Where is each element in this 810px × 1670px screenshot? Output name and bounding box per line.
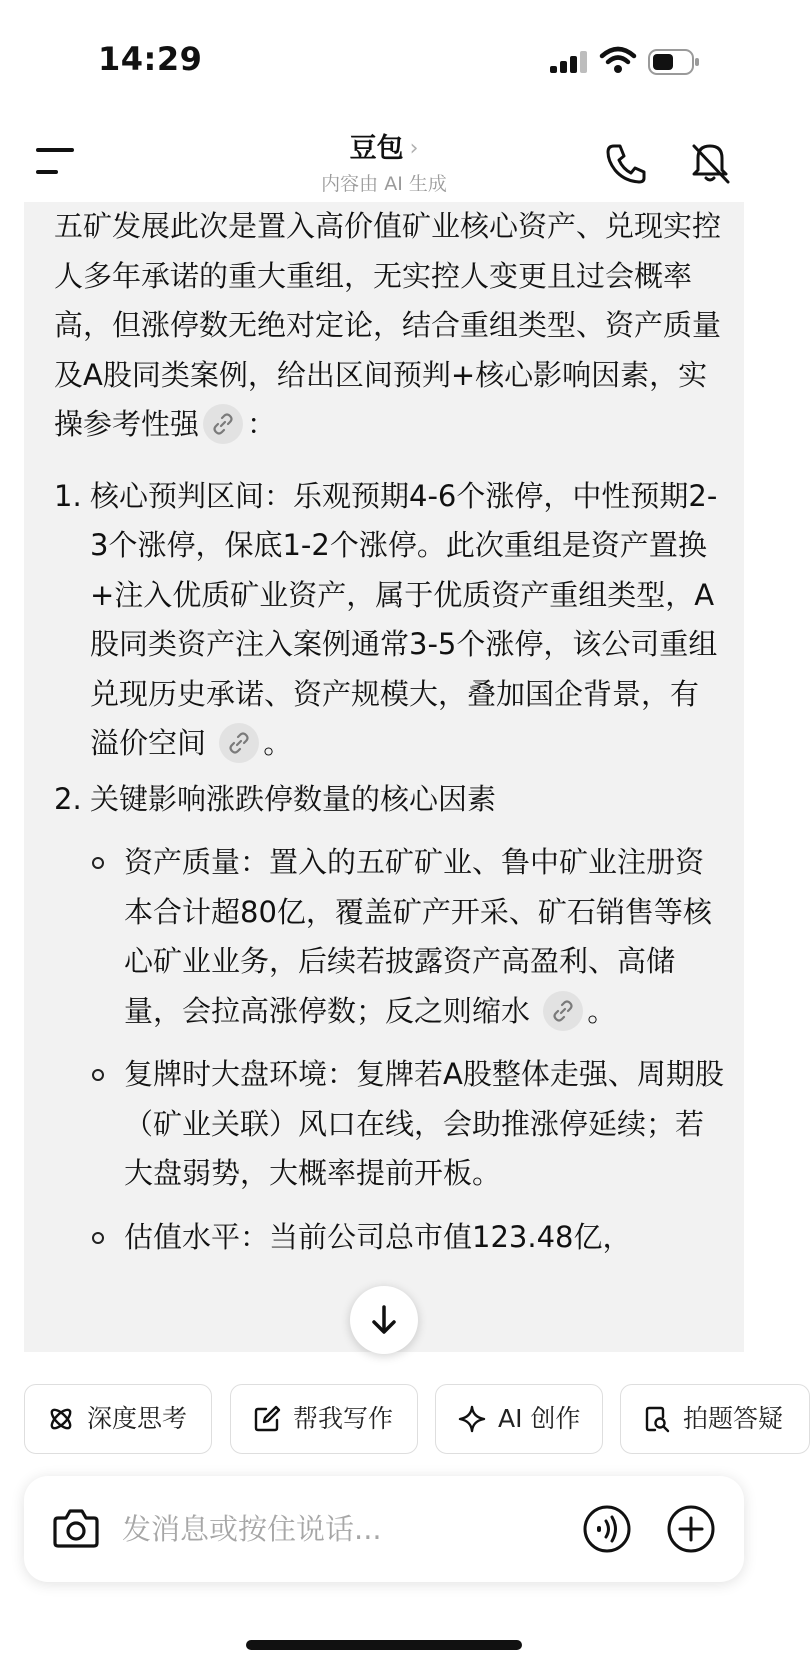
- action-label: AI 创作: [498, 1404, 581, 1433]
- chat-content[interactable]: [24, 202, 744, 1352]
- cellular-signal-icon: [550, 50, 588, 76]
- search-doc-icon: [643, 1405, 671, 1433]
- message-composer: [24, 1476, 744, 1582]
- intro-text: 五矿发展此次是置入高价值矿业核心资产、兑现实控人多年承诺的重大重组，无实控人变更且过会概率高，但涨停数无绝对定论，结合重组类型、资产质量及A股同类案例，给出区间预判+核心影响因素，实操参考性强: [54, 209, 722, 441]
- link-icon[interactable]: [543, 991, 583, 1031]
- plus-icon[interactable]: [666, 1504, 716, 1554]
- status-time: 14:29: [98, 40, 203, 78]
- camera-icon[interactable]: [52, 1506, 100, 1550]
- bullet-icon: [92, 1232, 104, 1244]
- photo-question-button[interactable]: [620, 1384, 810, 1454]
- action-label: 帮我写作: [293, 1404, 394, 1433]
- list-item-tail: 。: [263, 726, 293, 760]
- sub-item-tail: 。: [587, 993, 617, 1028]
- voice-icon[interactable]: [582, 1504, 632, 1554]
- sub-list-item: [54, 1050, 724, 1199]
- list-item: [54, 775, 724, 825]
- list-number: 1.: [54, 478, 82, 513]
- bullet-icon: [92, 1069, 104, 1081]
- phone-icon[interactable]: [604, 142, 648, 186]
- edit-icon: [253, 1405, 281, 1433]
- message-intro: [54, 202, 724, 450]
- battery-icon: [648, 48, 700, 76]
- atom-icon: [47, 1405, 75, 1433]
- list-item: [54, 472, 724, 769]
- home-indicator[interactable]: [246, 1640, 522, 1650]
- chat-header: [0, 120, 768, 202]
- sub-item-text: 复牌时大盘环境：复牌若A股整体走强、周期股（矿业关联）风口在线，会助推涨停延续；若大盘弱势，大概率提前开板。: [124, 1057, 724, 1190]
- sub-list-item: [54, 838, 724, 1036]
- list-item-text: 核心预判区间：乐观预期4-6个涨停，中性预期2-3个涨停，保底1-2个涨停。此次重组是资产置换+注入优质矿业资产，属于优质资产重组类型，A股同类资产注入案例通常3-5个涨停，该公司重组兑现历史承诺、资产规模大，叠加国企背景，有溢价空间: [90, 478, 718, 760]
- ai-create-button[interactable]: [435, 1384, 603, 1454]
- page-title: 豆包: [349, 133, 404, 164]
- wifi-icon: [600, 46, 636, 74]
- message-input[interactable]: [122, 1500, 552, 1558]
- chevron-right-icon: ›: [409, 136, 419, 161]
- action-label: 拍题答疑: [683, 1404, 784, 1433]
- sparkle-icon: [458, 1405, 486, 1433]
- sub-list-item: [54, 1213, 724, 1263]
- list-number: 2.: [54, 781, 82, 816]
- list-item-text: 关键影响涨跌停数量的核心因素: [90, 781, 497, 816]
- link-icon[interactable]: [219, 723, 259, 763]
- deep-think-button[interactable]: [24, 1384, 212, 1454]
- speaker-muted-icon[interactable]: [688, 140, 732, 186]
- sub-list: [54, 838, 724, 1262]
- ai-disclaimer: 内容由 AI 生成: [321, 173, 447, 195]
- action-label: 深度思考: [87, 1404, 188, 1433]
- menu-icon[interactable]: [36, 146, 78, 176]
- scroll-to-bottom-button[interactable]: [350, 1286, 418, 1354]
- quick-actions-bar: [0, 1352, 784, 1472]
- sub-item-text: 资产质量：置入的五矿矿业、鲁中矿业注册资本合计超80亿，覆盖矿产开采、矿石销售等核心矿业业务，后续若披露资产高盈利、高储量，会拉高涨停数；反之则缩水: [124, 845, 712, 1028]
- link-icon[interactable]: [203, 404, 243, 444]
- intro-tail: ：: [247, 407, 277, 441]
- status-bar: [0, 0, 768, 120]
- arrow-down-icon: [370, 1304, 398, 1336]
- bullet-icon: [92, 857, 104, 869]
- chat-title-area[interactable]: [234, 126, 534, 196]
- help-write-button[interactable]: [230, 1384, 418, 1454]
- assistant-message: [54, 202, 724, 1276]
- sub-item-text: 估值水平：当前公司总市值123.48亿，: [124, 1219, 632, 1254]
